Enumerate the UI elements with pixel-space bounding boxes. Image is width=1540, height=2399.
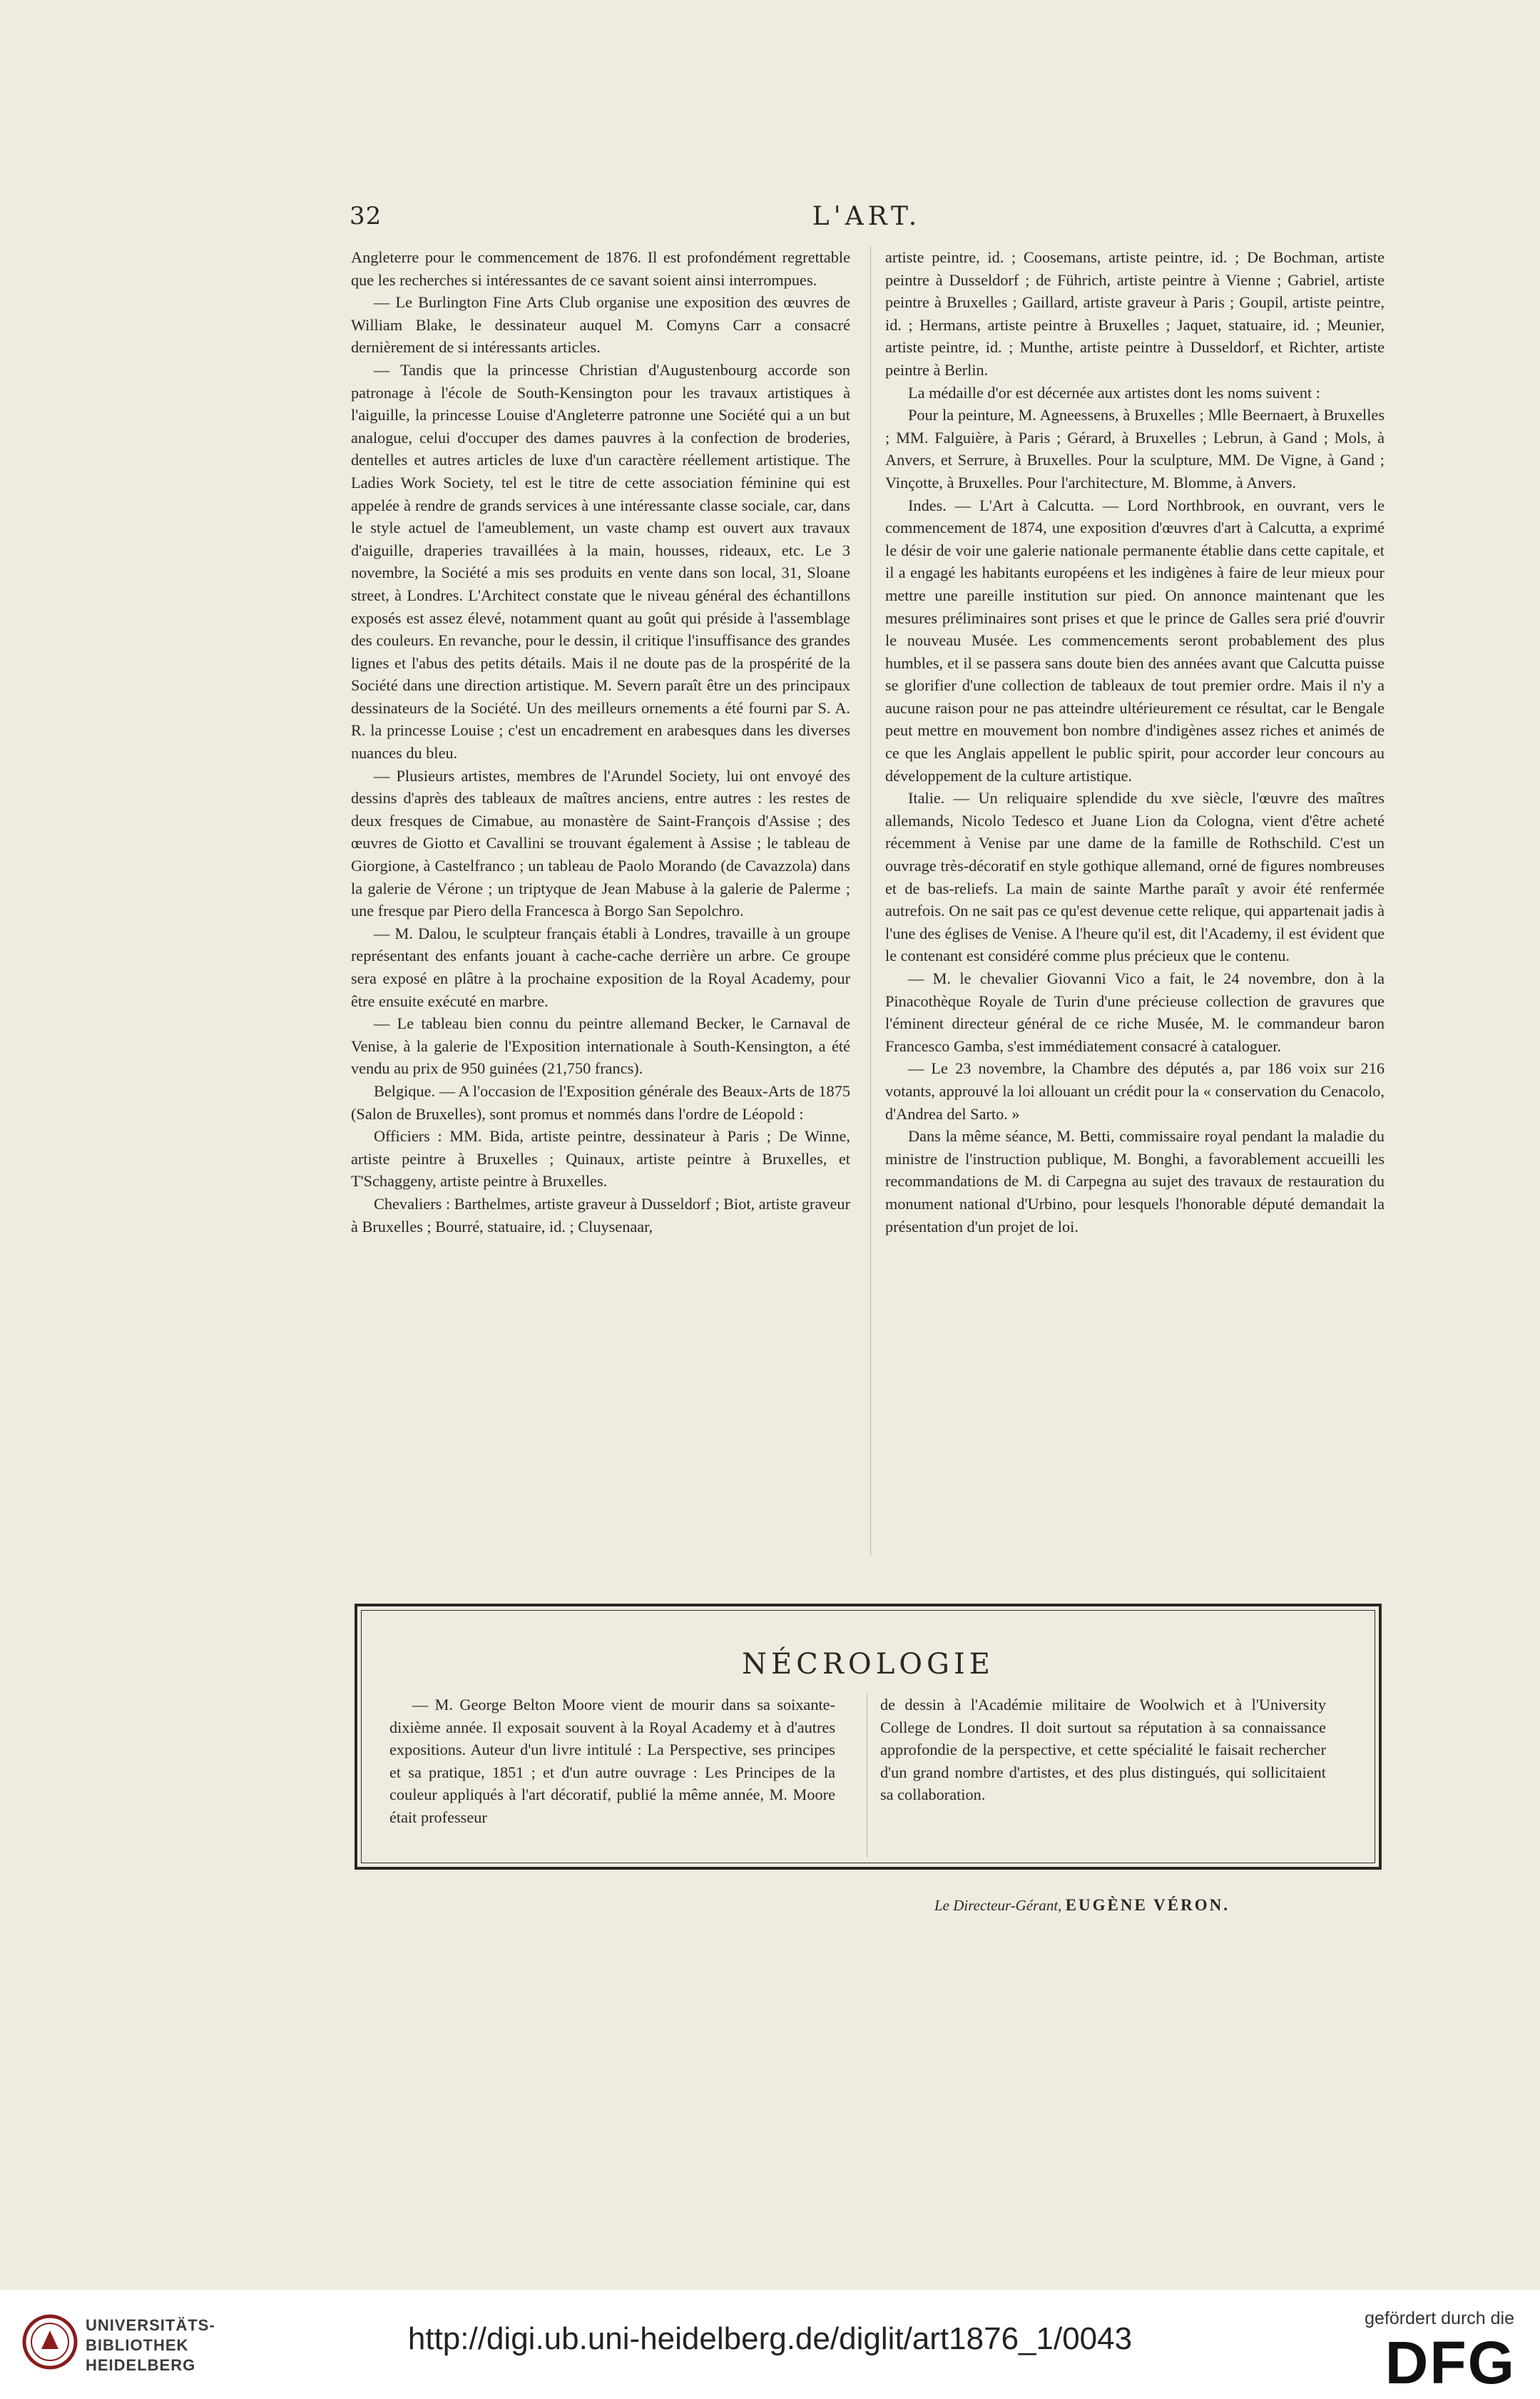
necrologie-left-column	[389, 1693, 835, 1829]
paragraph: — Plusieurs artistes, membres de l'Arundel Society, lui ont envoyé des dessins d'après des tableaux de maîtres anciens, entre autres : les restes de deux fresques de Cimabue, au monastère de Saint-François d'Assise ; des œuvres de Giotto et Cavallini se trouvant également à Assise ; le tableau de Giorgione, à Castelfranco ; un tableau de Paolo Morando (de Cavazzola) dans la galerie de Vérone ; un triptyque de Jean Mabuse à la galerie de Palerme ; une fresque par Piero della Francesca à Borgo San Sepolchro.	[351, 766, 850, 920]
digitization-footer	[0, 2290, 1540, 2399]
signature-name: EUGÈNE VÉRON.	[1065, 1896, 1230, 1914]
paragraph: Pour la peinture, M. Agneessens, à Bruxelles ; Mlle Beernaert, à Bruxelles ; MM. Falguière, à Paris ; Gérard, à Bruxelles ; Lebrun, à Gand ; Mols, à Anvers, et Serrure, à Bruxelles. Pour la sculpture, MM. De Vigne, à Gand ; Vinçotte, à Bruxelles. Pour l'architecture, M. Blomme, à Anvers.	[885, 406, 1385, 491]
paragraph: — Le 23 novembre, la Chambre des députés a, par 186 voix sur 216 votants, approuvé la loi allouant un crédit pour la « conservation du Cenacolo, d'Andrea del Sarto. »	[885, 1059, 1385, 1123]
page-number: 32	[350, 202, 382, 230]
paragraph: — M. Dalou, le sculpteur français établi à Londres, travaille à un groupe représentant des enfants jouant à cache-cache derrière un arbre. Ce groupe sera exposé en plâtre à la prochaine exposition de la Royal Academy, pour être ensuite exécuté en marbre.	[351, 924, 850, 1010]
paragraph: — M. George Belton Moore vient de mourir dans sa soixante-dixième année. Il exposait souvent à la Royal Academy et à d'autres expositions. Auteur d'un livre intitulé : La Perspective, ses principes et sa pratique, 1851 ; et d'un autre ouvrage : Les Principes de la couleur appliqués à l'art décoratif, publié la même année, M. Moore était professeur	[389, 1696, 835, 1826]
source-url-link[interactable]: http://digi.ub.uni-heidelberg.de/diglit/art1876_1/0043	[407, 2321, 1133, 2356]
paragraph: — M. le chevalier Giovanni Vico a fait, le 24 novembre, don à la Pinacothèque Royale de Turin d'une précieuse collection de gravures que l'éminent directeur général de ce riche Musée, M. le commandeur baron Francesco Gamba, s'est immédiatement consacré à cataloguer.	[885, 969, 1385, 1055]
left-column	[351, 246, 850, 1238]
dfg-logo: DFG	[1385, 2329, 1516, 2396]
paragraph: La médaille d'or est décernée aux artistes dont les noms suivent :	[908, 383, 1320, 402]
paragraph: Belgique. — A l'occasion de l'Exposition générale des Beaux-Arts de 1875 (Salon de Bruxelles), sont promus et nommés dans l'ordre de Léopold :	[351, 1081, 850, 1123]
institution-name: UNIVERSITÄTS- BIBLIOTHEK HEIDELBERG	[86, 2316, 215, 2374]
paragraph: Chevaliers : Barthelmes, artiste graveur à Dusseldorf ; Biot, artiste graveur à Bruxelles ; Bourré, statuaire, id. ; Cluysenaar,	[351, 1194, 850, 1236]
running-head: L'ART.	[812, 202, 922, 231]
paragraph: Officiers : MM. Bida, artiste peintre, dessinateur à Paris ; De Winne, artiste peintre à Bruxelles ; Quinaux, artiste peintre à Bruxelles, et T'Schaggeny, artiste peintre à Bruxelles.	[351, 1127, 850, 1191]
paragraph: Angleterre pour le commencement de 1876. Il est profondément regrettable que les recherches si intéressantes de ce savant soient ainsi interrompues.	[351, 248, 850, 289]
necrologie-box	[355, 1604, 1382, 1870]
signature-label: Le Directeur-Gérant,	[934, 1897, 1062, 1914]
page-header	[350, 202, 1384, 230]
paragraph: Indes. — L'Art à Calcutta. — Lord Northbrook, en ouvrant, vers le commencement de 1874, une exposition d'œuvres d'art à Calcutta, a exprimé le désir de voir une galerie nationale permanente établie dans cette capitale, et il a engagé les habitants européens et les indigènes à faire de leur mieux pour mettre une pareille institution sur pied. On annonce maintenant que les mesures préliminaires sont prises et que le prince de Galles sera prié d'ouvrir le nouveau Musée. Les commencements seront probablement des plus humbles, et il se passera sans doute bien des années avant que Calcutta puisse se glorifier d'une collection de tableaux de tout premier ordre. Mais il n'y a aucune raison pour ne pas atteindre ultérieurement ce résultat, car le Bengale peut mettre en mouvement bon nombre d'indigènes assez riches et animés de ce que les Anglais appellent le public spirit, pour accorder leur concours au développement de la culture artistique.	[885, 496, 1385, 785]
necrologie-right-column	[880, 1693, 1326, 1806]
column-rule	[870, 246, 871, 1555]
paragraph: — Le Burlington Fine Arts Club organise une exposition des œuvres de William Blake, le dessinateur auquel M. Comyns Carr a consacré dernièrement de si intéressants articles.	[351, 293, 850, 357]
right-column	[885, 246, 1385, 1238]
paragraph: artiste peintre, id. ; Coosemans, artiste peintre, id. ; De Bochman, artiste peintre à Dusseldorf ; de Führich, artiste peintre à Vienne ; Gabriel, artiste peintre à Bruxelles ; Gaillard, artiste graveur à Paris ; Goupil, artiste peintre, id. ; Hermans, artiste peintre à Bruxelles ; Jaquet, statuaire, id. ; Meunier, artiste peintre, id. ; Munthe, artiste peintre à Dusseldorf, et Richter, artiste peintre à Berlin.	[885, 248, 1385, 379]
paragraph: de dessin à l'Académie militaire de Woolwich et à l'University College de Londres. Il doit surtout sa réputation à sa connaissance approfondie de la perspective, et cette spécialité le faisait rechercher d'un grand nombre d'artistes, et des plus distingués, qui sollicitaient sa collaboration.	[880, 1696, 1326, 1804]
signature	[934, 1896, 1362, 1915]
necrologie-title: NÉCROLOGIE	[741, 1648, 995, 1681]
sponsor-label: gefördert durch die	[1365, 2308, 1514, 2328]
paragraph: — Tandis que la princesse Christian d'Augustenbourg accorde son patronage à l'école de South-Kensington pour les travaux artistiques à l'aiguille, la princesse Louise d'Angleterre patronne une Société qui a un but analogue, celui d'occuper des dames pauvres à la confection de broderies, dentelles et autres articles de luxe d'un caractère réellement artistique. The Ladies Work Society, tel est le titre de cette association féminine qui est appelée à rendre de grands services à une intéressante classe sociale, car, dans le style actuel de l'ameublement, un vaste champ est ouvert aux travaux d'aiguille, draperies travaillées à la main, housses, rideaux, etc. Le 3 novembre, la Société a mis ses produits en vente dans son local, 31, Sloane street, à Londres. L'Architect constate que le niveau général des échantillons exposés est assez élevé, notamment quant au goût qui préside à l'assemblage des couleurs. En revanche, pour le dessin, il critique l'insuffisance des grandes lignes et l'abus des petits détails. Mais il ne doute pas de la prospérité de la Société dans une direction artistique. M. Severn paraît être un des principaux dessinateurs de la Société. Un des meilleurs ornements a été fourni par S. A. R. la princesse Louise ; c'est un encadrement en arabesques dans les diverses nuances du bleu.	[351, 360, 850, 763]
paragraph: — Le tableau bien connu du peintre allemand Becker, le Carnaval de Venise, à la galerie de l'Exposition internationale à South-Kensington, a été vendu au prix de 950 guinées (21,750 francs).	[351, 1014, 850, 1078]
paragraph: Italie. — Un reliquaire splendide du xve siècle, l'œuvre des maîtres allemands, Nicolo Tedesco et Juane Lion da Cologna, vient d'être acheté récemment à Venise par une dame de la famille de Rothschild. C'est un ouvrage très-décoratif en style gothique allemand, orné de figures nombreuses et de bas-reliefs. La main de sainte Marthe paraît y avoir été renfermée autrefois. On ne sait pas ce qu'est devenue cette relique, qui appartenait jadis à l'une des églises de Venise. A l'heure qu'il est, dit l'Academy, il est évident que le contenant est considéré comme plus précieux que le contenu.	[885, 789, 1385, 965]
paragraph: Dans la même séance, M. Betti, commissaire royal pendant la maladie du ministre de l'instruction publique, M. Bonghi, a favorablement accueilli les recommandations de M. di Carpegna au sujet des travaux de restauration du monument national d'Urbino, pour lesquels l'honorable député demandait la présentation d'un projet de loi.	[885, 1127, 1385, 1236]
